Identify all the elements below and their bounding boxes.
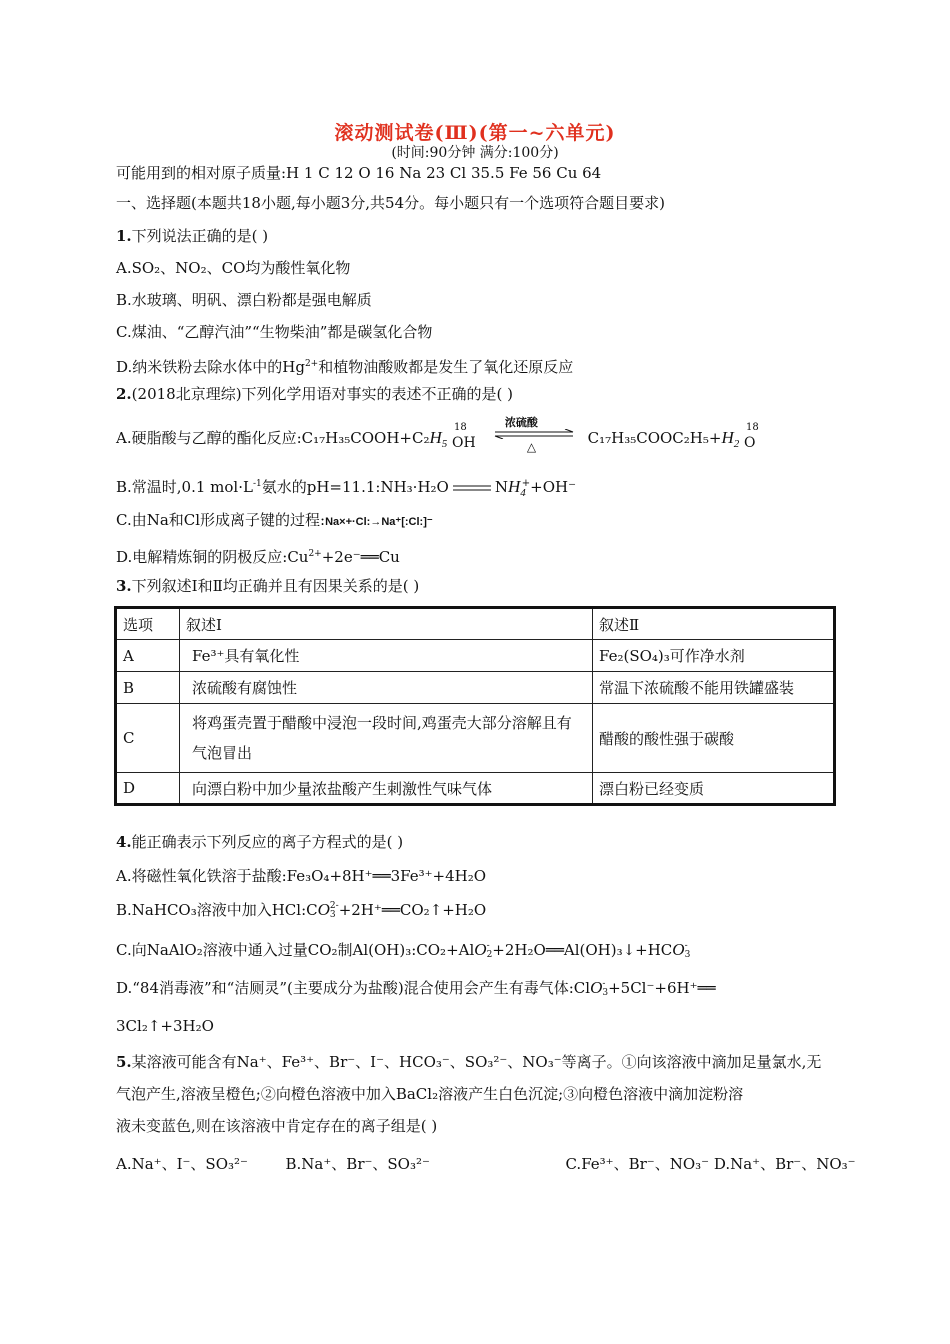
question-stem: 下列说法正确的是( ) xyxy=(131,227,269,245)
option-text: B.NaHCO₃溶液中加入HCl:C xyxy=(116,901,318,919)
table-cell: Fe³⁺具有氧化性 xyxy=(180,640,593,672)
table-cell: A xyxy=(116,640,180,672)
section-heading: 一、选择题(本题共18小题,每小题3分,共54分。每小题只有一个选项符合题目要求) xyxy=(116,194,665,212)
subscript: 4 xyxy=(520,487,526,499)
table-cell: 漂白粉已经变质 xyxy=(593,773,835,805)
table-cell: 常温下浓硫酸不能用铁罐盛装 xyxy=(593,672,835,704)
formula-o: O xyxy=(474,940,487,959)
question-number: 2. xyxy=(116,385,132,403)
question-stem: 某溶液可能含有Na⁺、Fe³⁺、Br⁻、I⁻、HCO₃⁻、SO₃²⁻、NO₃⁻等离子。①向该溶液中滴加足量氯水,无 xyxy=(131,1053,822,1071)
option-text: 氨水的pH=11.1:NH₃·H₂O xyxy=(261,478,449,496)
q2-option-d xyxy=(116,544,400,567)
subscript: 2 xyxy=(486,950,493,960)
table-cell: 醋酸的酸性强于碳酸 xyxy=(593,704,835,773)
table-cell: C xyxy=(116,704,180,773)
formula-o: O xyxy=(317,900,330,919)
option-text: D.纳米铁粉去除水体中的Hg xyxy=(116,358,305,376)
option-text: +2e⁻══Cu xyxy=(321,548,400,566)
superscript: 2+ xyxy=(308,549,322,559)
formula-h: H xyxy=(721,428,734,447)
superscript: - xyxy=(602,979,606,989)
options-table xyxy=(114,606,836,806)
equilibrium-arrow-icon xyxy=(451,483,493,493)
subscript: 3 xyxy=(602,988,609,998)
q4-option-d xyxy=(116,978,716,998)
question-2 xyxy=(116,384,513,404)
question-1 xyxy=(116,226,268,246)
table-cell: B xyxy=(116,672,180,704)
page-title: 滚动测试卷(Ⅲ)(第一~六单元) xyxy=(334,122,616,144)
q4-option-d-cont: 3Cl₂↑+3H₂O xyxy=(116,1017,214,1035)
formula-n: N xyxy=(494,478,508,496)
table-header: 叙述Ⅰ xyxy=(180,608,593,640)
question-stem: 能正确表示下列反应的离子方程式的是( ) xyxy=(131,833,404,851)
catalyst-label: 浓硫酸 xyxy=(504,416,538,429)
q2-option-a xyxy=(116,416,764,454)
q5-option-a: A.Na⁺、I⁻、SO₃²⁻ xyxy=(116,1155,248,1173)
formula-o: O xyxy=(744,435,756,451)
table-cell: Fe₂(SO₄)₃可作净水剂 xyxy=(593,640,835,672)
q1-option-b: B.水玻璃、明矾、漂白粉都是强电解质 xyxy=(116,291,372,309)
option-text: +5Cl⁻+6H⁺══ xyxy=(608,979,716,997)
question-number: 1. xyxy=(116,227,132,245)
isotope-label: 18 xyxy=(454,422,467,433)
atomic-mass: 可能用到的相对原子质量:H 1 C 12 O 16 Na 23 Cl 35.5 Fe 56 Cu 64 xyxy=(116,164,602,182)
table-row xyxy=(116,640,835,672)
question-number: 5. xyxy=(116,1053,132,1071)
superscript: -1 xyxy=(252,479,262,489)
q2-option-c xyxy=(116,510,433,532)
formula-h: H xyxy=(429,428,442,447)
q4-option-c xyxy=(116,940,690,960)
table-cell: 浓硫酸有腐蚀性 xyxy=(180,672,593,704)
option-text: A.硬脂酸与乙醇的酯化反应:C₁₇H₃₅COOH+C₂ xyxy=(116,429,430,447)
option-text: +2H₂O══Al(OH)₃↓+HC xyxy=(492,941,673,959)
table-row xyxy=(116,704,835,773)
question-stem: 下列叙述Ⅰ和Ⅱ均正确并且有因果关系的是( ) xyxy=(131,577,420,595)
option-text: +OH⁻ xyxy=(530,478,577,496)
heat-symbol: △ xyxy=(526,440,537,454)
ionic-bond-formation: Na×+·Cl:→Na⁺[:Cl:]⁻ xyxy=(325,516,433,528)
option-text: C₁₇H₃₅COOC₂H₅+ xyxy=(587,429,722,447)
exam-info: (时间:90分钟 满分:100分) xyxy=(391,145,559,161)
q5-option-d: D.Na⁺、Br⁻、NO₃⁻ xyxy=(713,1155,856,1173)
superscript: 2+ xyxy=(304,359,319,369)
q1-option-c: C.煤油、“乙醇汽油”“生物柴油”都是碳氢化合物 xyxy=(116,323,433,341)
question-stem: (2018北京理综)下列化学用语对事实的表述不正确的是( ) xyxy=(131,385,514,403)
superscript: - xyxy=(684,941,688,951)
question-4 xyxy=(116,832,403,852)
q4-option-a: A.将磁性氧化铁溶于盐酸:Fe₃O₄+8H⁺══3Fe³⁺+4H₂O xyxy=(116,867,487,885)
subscript: 3 xyxy=(329,910,336,920)
superscript: 2- xyxy=(329,901,339,911)
table-row xyxy=(116,773,835,805)
q5-option-b: B.Na⁺、Br⁻、SO₃²⁻ xyxy=(285,1155,430,1173)
question-number: 4. xyxy=(116,833,132,851)
superscript: - xyxy=(486,941,490,951)
subscript: 2 xyxy=(733,438,740,450)
table-header: 叙述Ⅱ xyxy=(593,608,835,640)
subscript: 3 xyxy=(684,950,691,960)
option-text: C.由Na和Cl形成离子键的过程: xyxy=(116,511,326,529)
isotope-label: 18 xyxy=(746,422,759,433)
table-row xyxy=(116,672,835,704)
table-cell: D xyxy=(116,773,180,805)
superscript: + xyxy=(521,478,531,489)
q5-stem-line3: 液未变蓝色,则在该溶液中肯定存在的离子组是( ) xyxy=(116,1117,438,1135)
option-text: C.向NaAlO₂溶液中通入过量CO₂制Al(OH)₃:CO₂+Al xyxy=(116,941,475,959)
question-5 xyxy=(116,1052,821,1072)
q1-option-a: A.SO₂、NO₂、CO均为酸性氧化物 xyxy=(116,259,351,277)
option-text: D.“84消毒液”和“洁厕灵”(主要成分为盐酸)混合使用会产生有毒气体:Cl xyxy=(116,979,591,997)
table-cell: 将鸡蛋壳置于醋酸中浸泡一段时间,鸡蛋壳大部分溶解且有气泡冒出 xyxy=(180,704,593,773)
formula-oh: OH xyxy=(452,435,476,451)
q5-option-c: C.Fe³⁺、Br⁻、NO₃⁻ xyxy=(565,1155,710,1173)
table-header-row xyxy=(116,608,835,640)
q1-option-d xyxy=(116,354,573,377)
formula-o: O xyxy=(590,978,603,997)
q5-options xyxy=(116,1154,856,1174)
reaction-arrow xyxy=(491,416,577,454)
q4-option-b xyxy=(116,900,486,920)
formula-o: O xyxy=(672,940,685,959)
option-text: +2H⁺══CO₂↑+H₂O xyxy=(338,901,487,919)
option-text: 和植物油酸败都是发生了氧化还原反应 xyxy=(318,358,574,376)
option-text: B.常温时,0.1 mol·L xyxy=(116,478,253,496)
q2-option-b xyxy=(116,474,576,503)
question-number: 3. xyxy=(116,577,132,595)
subscript: 5 xyxy=(441,438,448,450)
option-text: D.电解精炼铜的阴极反应:Cu xyxy=(116,548,309,566)
question-3 xyxy=(116,576,419,596)
table-cell: 向漂白粉中加少量浓盐酸产生刺激性气味气体 xyxy=(180,773,593,805)
q5-stem-line2: 气泡产生,溶液呈橙色;②向橙色溶液中加入BaCl₂溶液产生白色沉淀;③向橙色溶液中滴加淀粉溶 xyxy=(116,1085,744,1103)
table-header: 选项 xyxy=(116,608,180,640)
formula-h: H xyxy=(507,477,521,496)
